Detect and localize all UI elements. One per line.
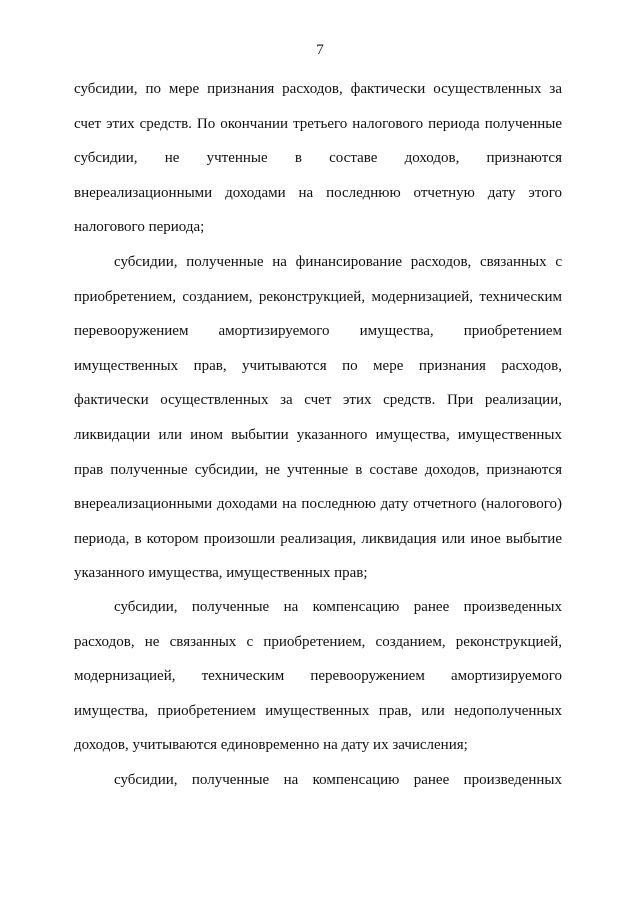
paragraph-text: субсидии, полученные на компенсацию ранее произведенных [114,772,562,788]
paragraph-subsidies-compensation-next [74,763,562,798]
paragraph-text: субсидии, полученные на финансирование расходов, связанных с приобретением, созданием, реконструкцией, модернизацией, техническим перевооружением амортизируемого имущества, приобретением имущественных прав, учитываются по мере признания расходов, фактически осуществленных за счет этих средств. При реализации, ликвидации или ином выбытии указанного имущества, имущественных прав полученные субсидии, не учтенные в составе доходов, признаются внереализационными доходами на последнюю дату отчетного (налогового) периода, в котором произошли реализация, ликвидация или иное выбытие указанного имущества, имущественных прав; [74,254,562,582]
paragraph-text: субсидии, полученные на компенсацию ранее произведенных расходов, не связанных с приобретением, созданием, реконструкцией, модернизацией, техническим перевооружением амортизируемого имущества, приобретением имущественных прав, или недополученных доходов, учитываются единовременно на дату их зачисления; [74,599,562,754]
page-number: 7 [316,42,324,58]
paragraph-subsidies-compensation [74,590,562,763]
paragraph-continued [74,72,562,245]
paragraph-text: субсидии, по мере признания расходов, фактически осуществленных за счет этих средств. По окончании третьего налогового периода полученные субсидии, не учтенные в составе доходов, признаются внереализационными доходами на последнюю отчетную дату этого налогового периода; [74,81,562,236]
paragraph-subsidies-acquisition [74,245,562,591]
